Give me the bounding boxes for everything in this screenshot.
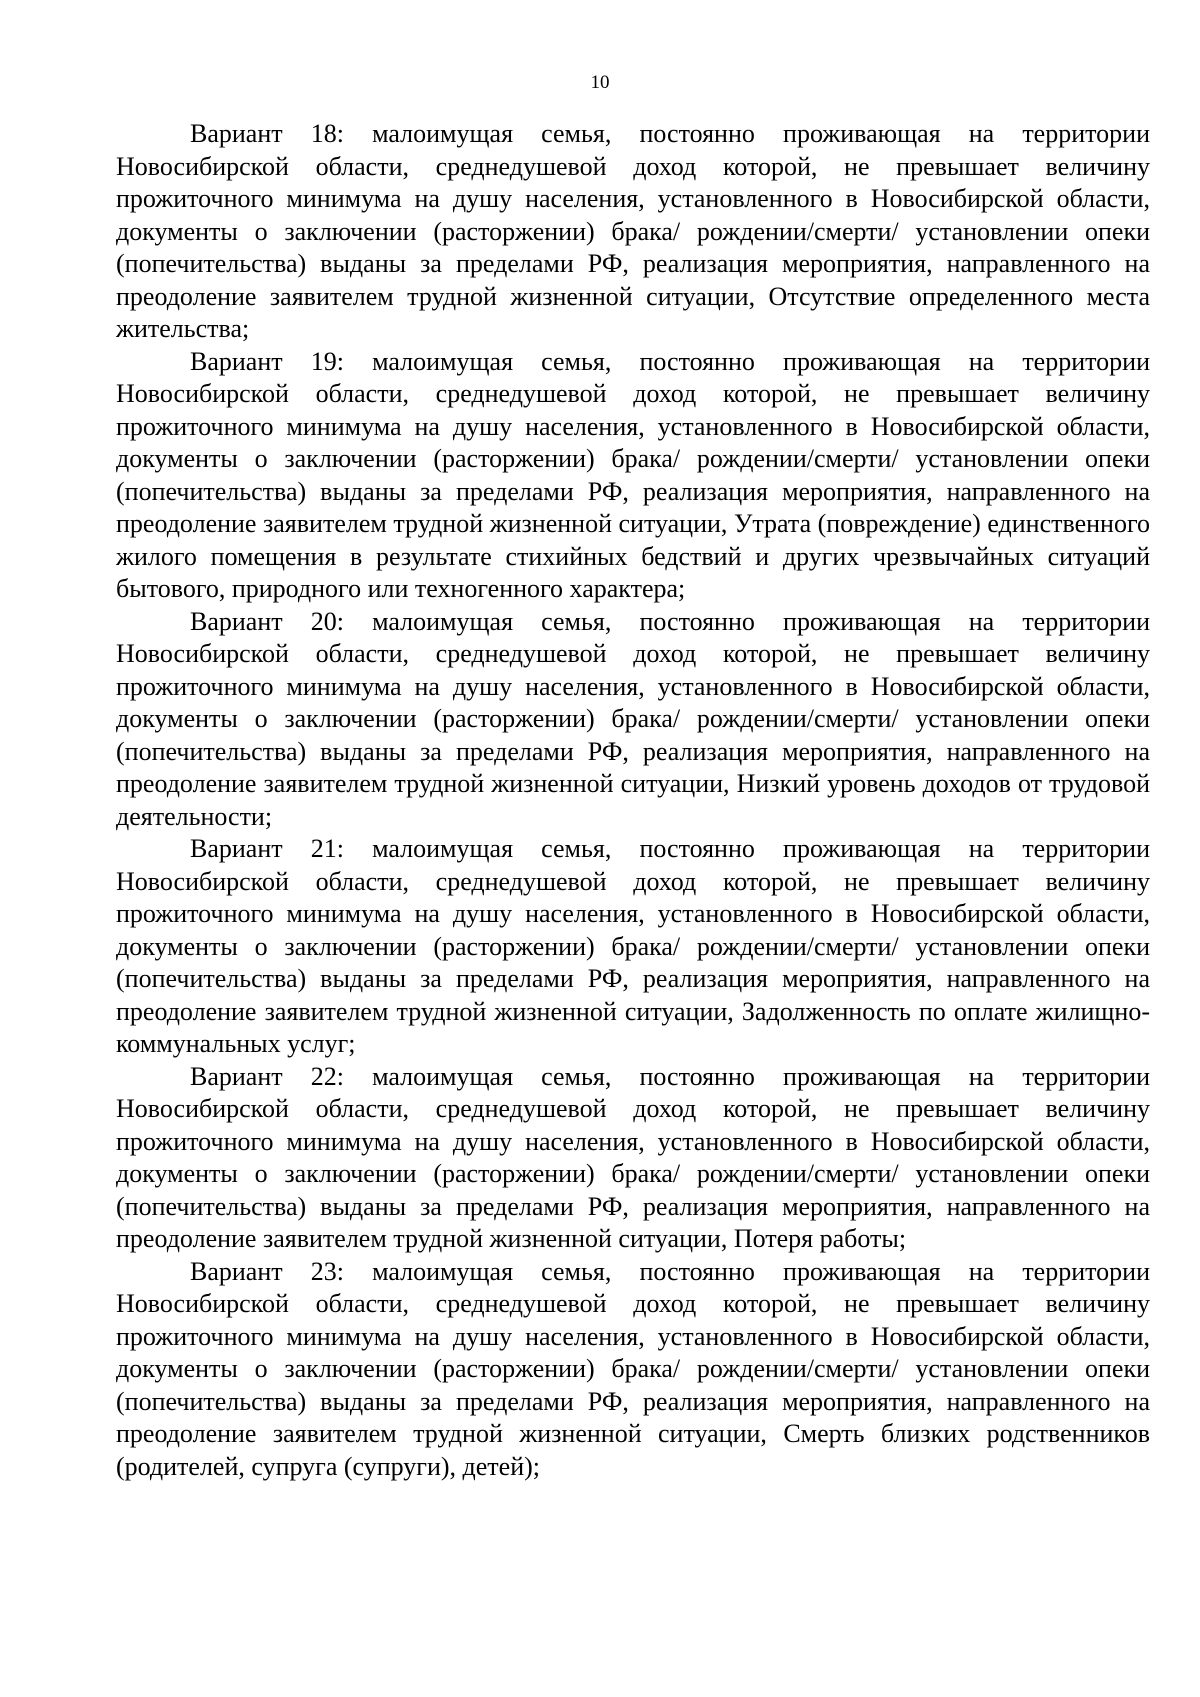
paragraph-variant-19: Вариант 19: малоимущая семья, постоянно проживающая на территории Новосибирской области, среднедушевой доход которой, не превышает величину прожиточного минимума на душу населения, установленного в Новосибирской области, документы о заключении (расторжении) брака/ рождении/смерти/ установлении опеки (попечительства) выданы за пределами РФ, реализация мероприятия, направленного на преодоление заявителем трудной жизненной ситуации, Утрата (повреждение) единственного жилого помещения в результате стихийных бедствий и других чрезвычайных ситуаций бытового, природного или техногенного характера; xyxy=(116,346,1150,603)
paragraph-variant-20: Вариант 20: малоимущая семья, постоянно проживающая на территории Новосибирской области, среднедушевой доход которой, не превышает величину прожиточного минимума на душу населения, установленного в Новосибирской области, документы о заключении (расторжении) брака/ рождении/смерти/ установлении опеки (попечительства) выданы за пределами РФ, реализация мероприятия, направленного на преодоление заявителем трудной жизненной ситуации, Низкий уровень доходов от трудовой деятельности; xyxy=(116,606,1150,831)
paragraph-variant-22: Вариант 22: малоимущая семья, постоянно проживающая на территории Новосибирской области, среднедушевой доход которой, не превышает величину прожиточного минимума на душу населения, установленного в Новосибирской области, документы о заключении (расторжении) брака/ рождении/смерти/ установлении опеки (попечительства) выданы за пределами РФ, реализация мероприятия, направленного на преодоление заявителем трудной жизненной ситуации, Потеря работы; xyxy=(116,1061,1150,1253)
paragraph-variant-18: Вариант 18: малоимущая семья, постоянно проживающая на территории Новосибирской области, среднедушевой доход которой, не превышает величину прожиточного минимума на душу населения, установленного в Новосибирской области, документы о заключении (расторжении) брака/ рождении/смерти/ установлении опеки (попечительства) выданы за пределами РФ, реализация мероприятия, направленного на преодоление заявителем трудной жизненной ситуации, Отсутствие определенного места жительства; xyxy=(116,119,1150,343)
paragraph-variant-23: Вариант 23: малоимущая семья, постоянно проживающая на территории Новосибирской области, среднедушевой доход которой, не превышает величину прожиточного минимума на душу населения, установленного в Новосибирской области, документы о заключении (расторжении) брака/ рождении/смерти/ установлении опеки (попечительства) выданы за пределами РФ, реализация мероприятия, направленного на преодоление заявителем трудной жизненной ситуации, Смерть близких родственников (родителей, супруга (супруги), детей); xyxy=(116,1256,1150,1481)
document-body xyxy=(116,118,1150,1483)
page-number: 10 xyxy=(590,72,610,93)
paragraph-variant-21: Вариант 21: малоимущая семья, постоянно проживающая на территории Новосибирской области, среднедушевой доход которой, не превышает величину прожиточного минимума на душу населения, установленного в Новосибирской области, документы о заключении (расторжении) брака/ рождении/смерти/ установлении опеки (попечительства) выданы за пределами РФ, реализация мероприятия, направленного на преодоление заявителем трудной жизненной ситуации, Задолженность по оплате жилищно-коммунальных услуг; xyxy=(116,834,1150,1058)
